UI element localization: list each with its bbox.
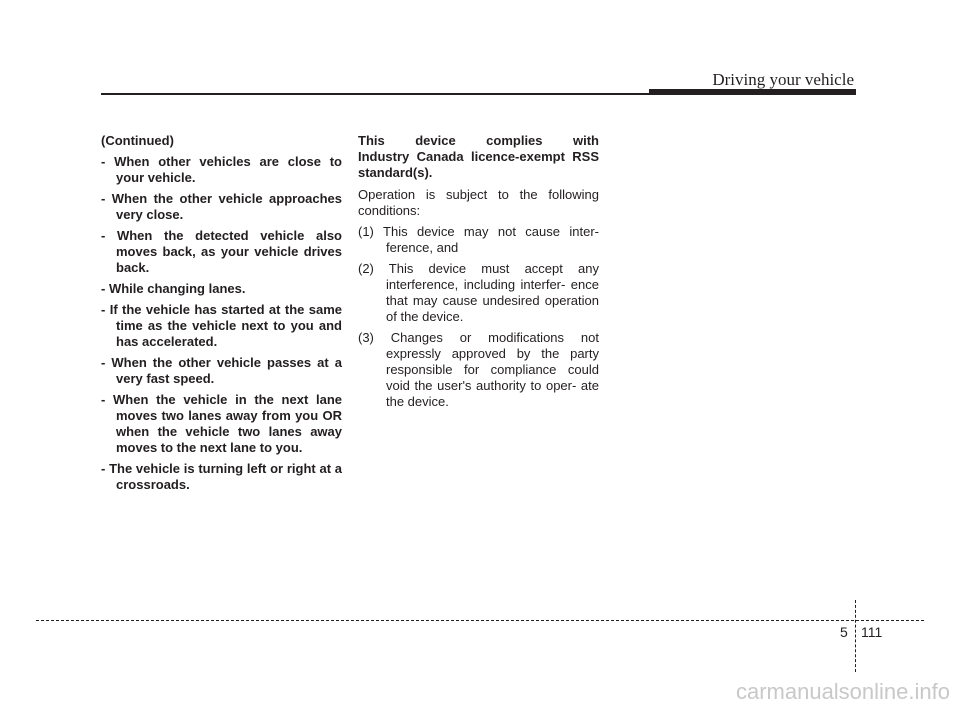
list-item: - When the detected vehicle also moves back, as your vehicle drives back.: [101, 228, 342, 275]
list-item: - If the vehicle has started at the same time as the vehicle next to you and has accelerated.: [101, 302, 342, 349]
chapter-number: 5: [840, 624, 848, 640]
left-column: [101, 133, 342, 498]
header-rule-accent: [649, 89, 856, 95]
condition-item: (1) This device may not cause inter- ference, and: [358, 224, 599, 255]
compliance-line-rest: Industry Canada licence-exempt RSS standard(s).: [358, 149, 599, 180]
footer-vertical-divider: [855, 600, 856, 672]
watermark: carmanualsonline.info: [735, 679, 950, 704]
condition-item: (3) Changes or modifications not expressly approved by the party responsible for compliance could void the user's authority to oper- ate the device.: [358, 330, 599, 409]
conditions-intro: Operation is subject to the following conditions:: [358, 187, 599, 218]
list-item: - While changing lanes.: [101, 281, 246, 296]
list-item: - The vehicle is turning left or right at a crossroads.: [101, 461, 342, 492]
list-item: - When the other vehicle approaches very close.: [101, 191, 342, 222]
page-number: 111: [861, 624, 883, 640]
compliance-statement: [358, 133, 599, 181]
condition-item: (2) This device must accept any interference, including interfer- ence that may cause undesired operation of the device.: [358, 261, 599, 324]
section-title: Driving your vehicle: [712, 70, 854, 89]
list-item: - When other vehicles are close to your vehicle.: [101, 154, 342, 185]
list-item: - When the vehicle in the next lane moves two lanes away from you OR when the vehicle two lanes away moves to the next lane to you.: [101, 392, 342, 455]
header-rule: [101, 93, 649, 95]
compliance-line-1: This device complies with: [358, 133, 599, 148]
list-item: - When the other vehicle passes at a very fast speed.: [101, 355, 342, 386]
footer-divider: [36, 620, 924, 621]
right-column: [358, 133, 599, 415]
continued-label: (Continued): [101, 133, 174, 148]
